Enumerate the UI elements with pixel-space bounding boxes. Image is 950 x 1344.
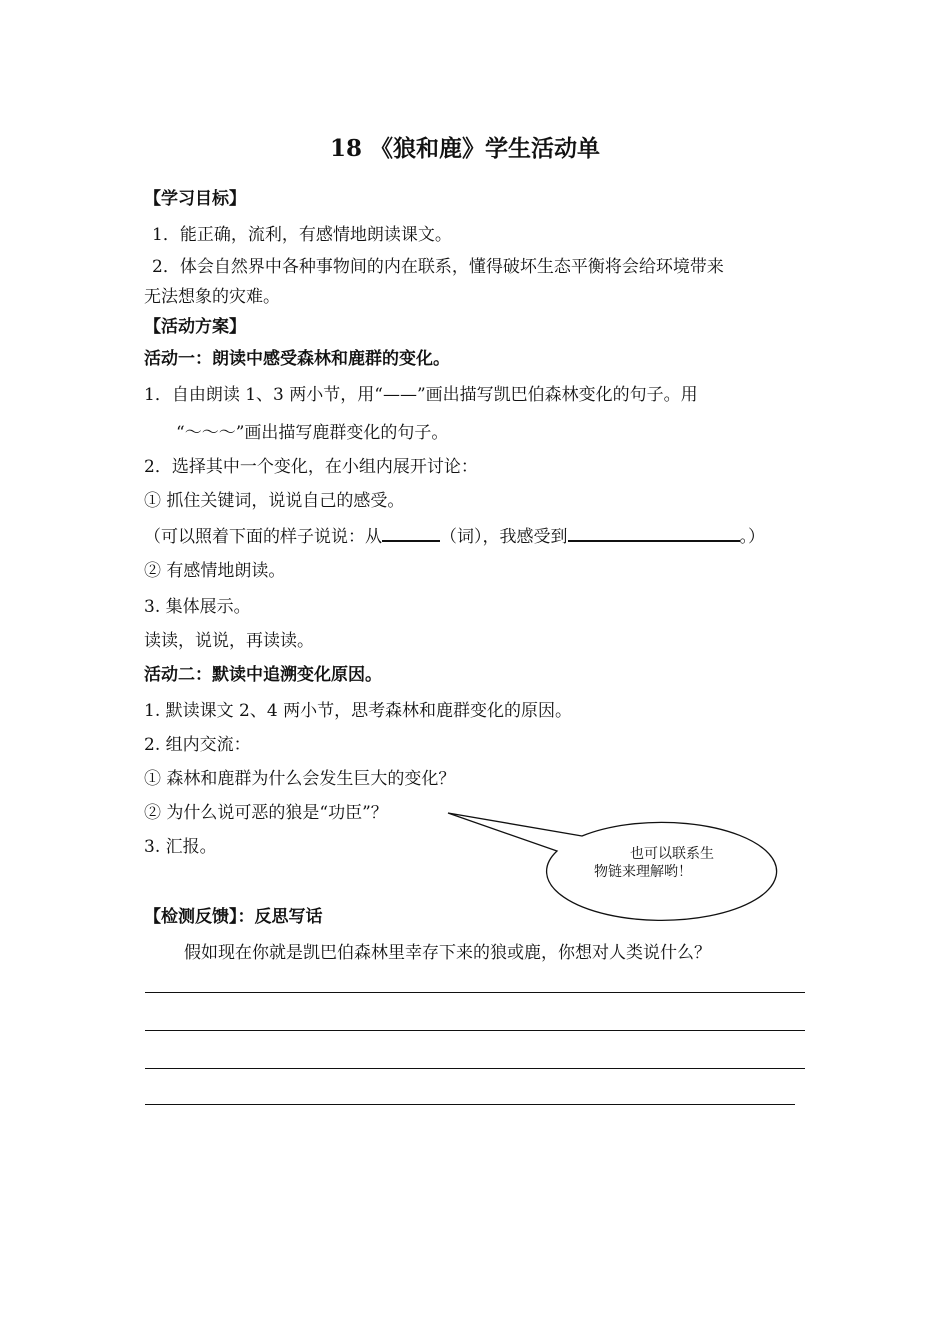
activity-2-question-2: ② 为什么说可恶的狼是“功臣”？ xyxy=(144,803,388,823)
plan-heading: 【活动方案】 xyxy=(144,317,246,337)
speech-bubble-line-2: 物链来理解哟！ xyxy=(594,864,692,880)
activity-1-step-2: 2．选择其中一个变化，在小组内展开讨论： xyxy=(144,457,478,477)
pattern-mid: （词），我感受到 xyxy=(440,527,568,547)
feedback-heading-bracket: 【检测反馈】 xyxy=(144,907,238,927)
activity-1-step-3: 3. 集体展示。 xyxy=(144,597,251,617)
activity-1-note: 读读，说说，再读读。 xyxy=(144,631,314,651)
activity-2-step-1: 1. 默读课文 2、4 两小节，思考森林和鹿群变化的原因。 xyxy=(144,701,573,721)
activity-1-step-1-line-1: 1．自由朗读 1、3 两小节，用“——”画出描写凯巴伯森林变化的句子。用 xyxy=(144,385,698,405)
activity-2-question-1: ① 森林和鹿群为什么会发生巨大的变化？ xyxy=(144,769,456,789)
writing-line xyxy=(145,1104,795,1105)
goal-item-2-line-1: 2．体会自然界中各种事物间的内在联系，懂得破坏生态平衡将会给环境带来 xyxy=(152,257,724,277)
goal-item-1: 1．能正确，流利，有感情地朗读课文。 xyxy=(152,225,452,245)
feedback-heading-suffix: ：反思写话 xyxy=(237,907,323,927)
activity-1-sub-1: ① 抓住关键词，说说自己的感受。 xyxy=(144,491,405,511)
speech-bubble-line-1: 也可以联系生 xyxy=(630,846,714,862)
activity-1-heading: 活动一：朗读中感受森林和鹿群的变化。 xyxy=(144,349,450,369)
feedback-prompt: 假如现在你就是凯巴伯森林里幸存下来的狼或鹿，你想对人类说什么？ xyxy=(184,943,711,963)
activity-1-step-1-line-2: “～～～”画出描写鹿群变化的句子。 xyxy=(176,423,449,443)
activity-2-step-3: 3. 汇报。 xyxy=(144,837,217,857)
pattern-end: 。） xyxy=(739,527,765,547)
page-title: 18 《狼和鹿》学生活动单 xyxy=(330,135,601,162)
pattern-prefix: （可以照着下面的样子说说：从 xyxy=(144,527,382,547)
writing-line xyxy=(145,992,805,993)
writing-line xyxy=(145,1030,805,1031)
activity-2-step-2: 2. 组内交流： xyxy=(144,735,251,755)
activity-2-heading: 活动二：默读中追溯变化原因。 xyxy=(144,665,382,685)
feedback-heading xyxy=(144,906,323,928)
goals-heading: 【学习目标】 xyxy=(144,189,246,209)
writing-line xyxy=(145,1068,805,1069)
goal-item-2-line-2: 无法想象的灾难。 xyxy=(144,287,280,307)
activity-1-sub-2: ② 有感情地朗读。 xyxy=(144,561,286,581)
